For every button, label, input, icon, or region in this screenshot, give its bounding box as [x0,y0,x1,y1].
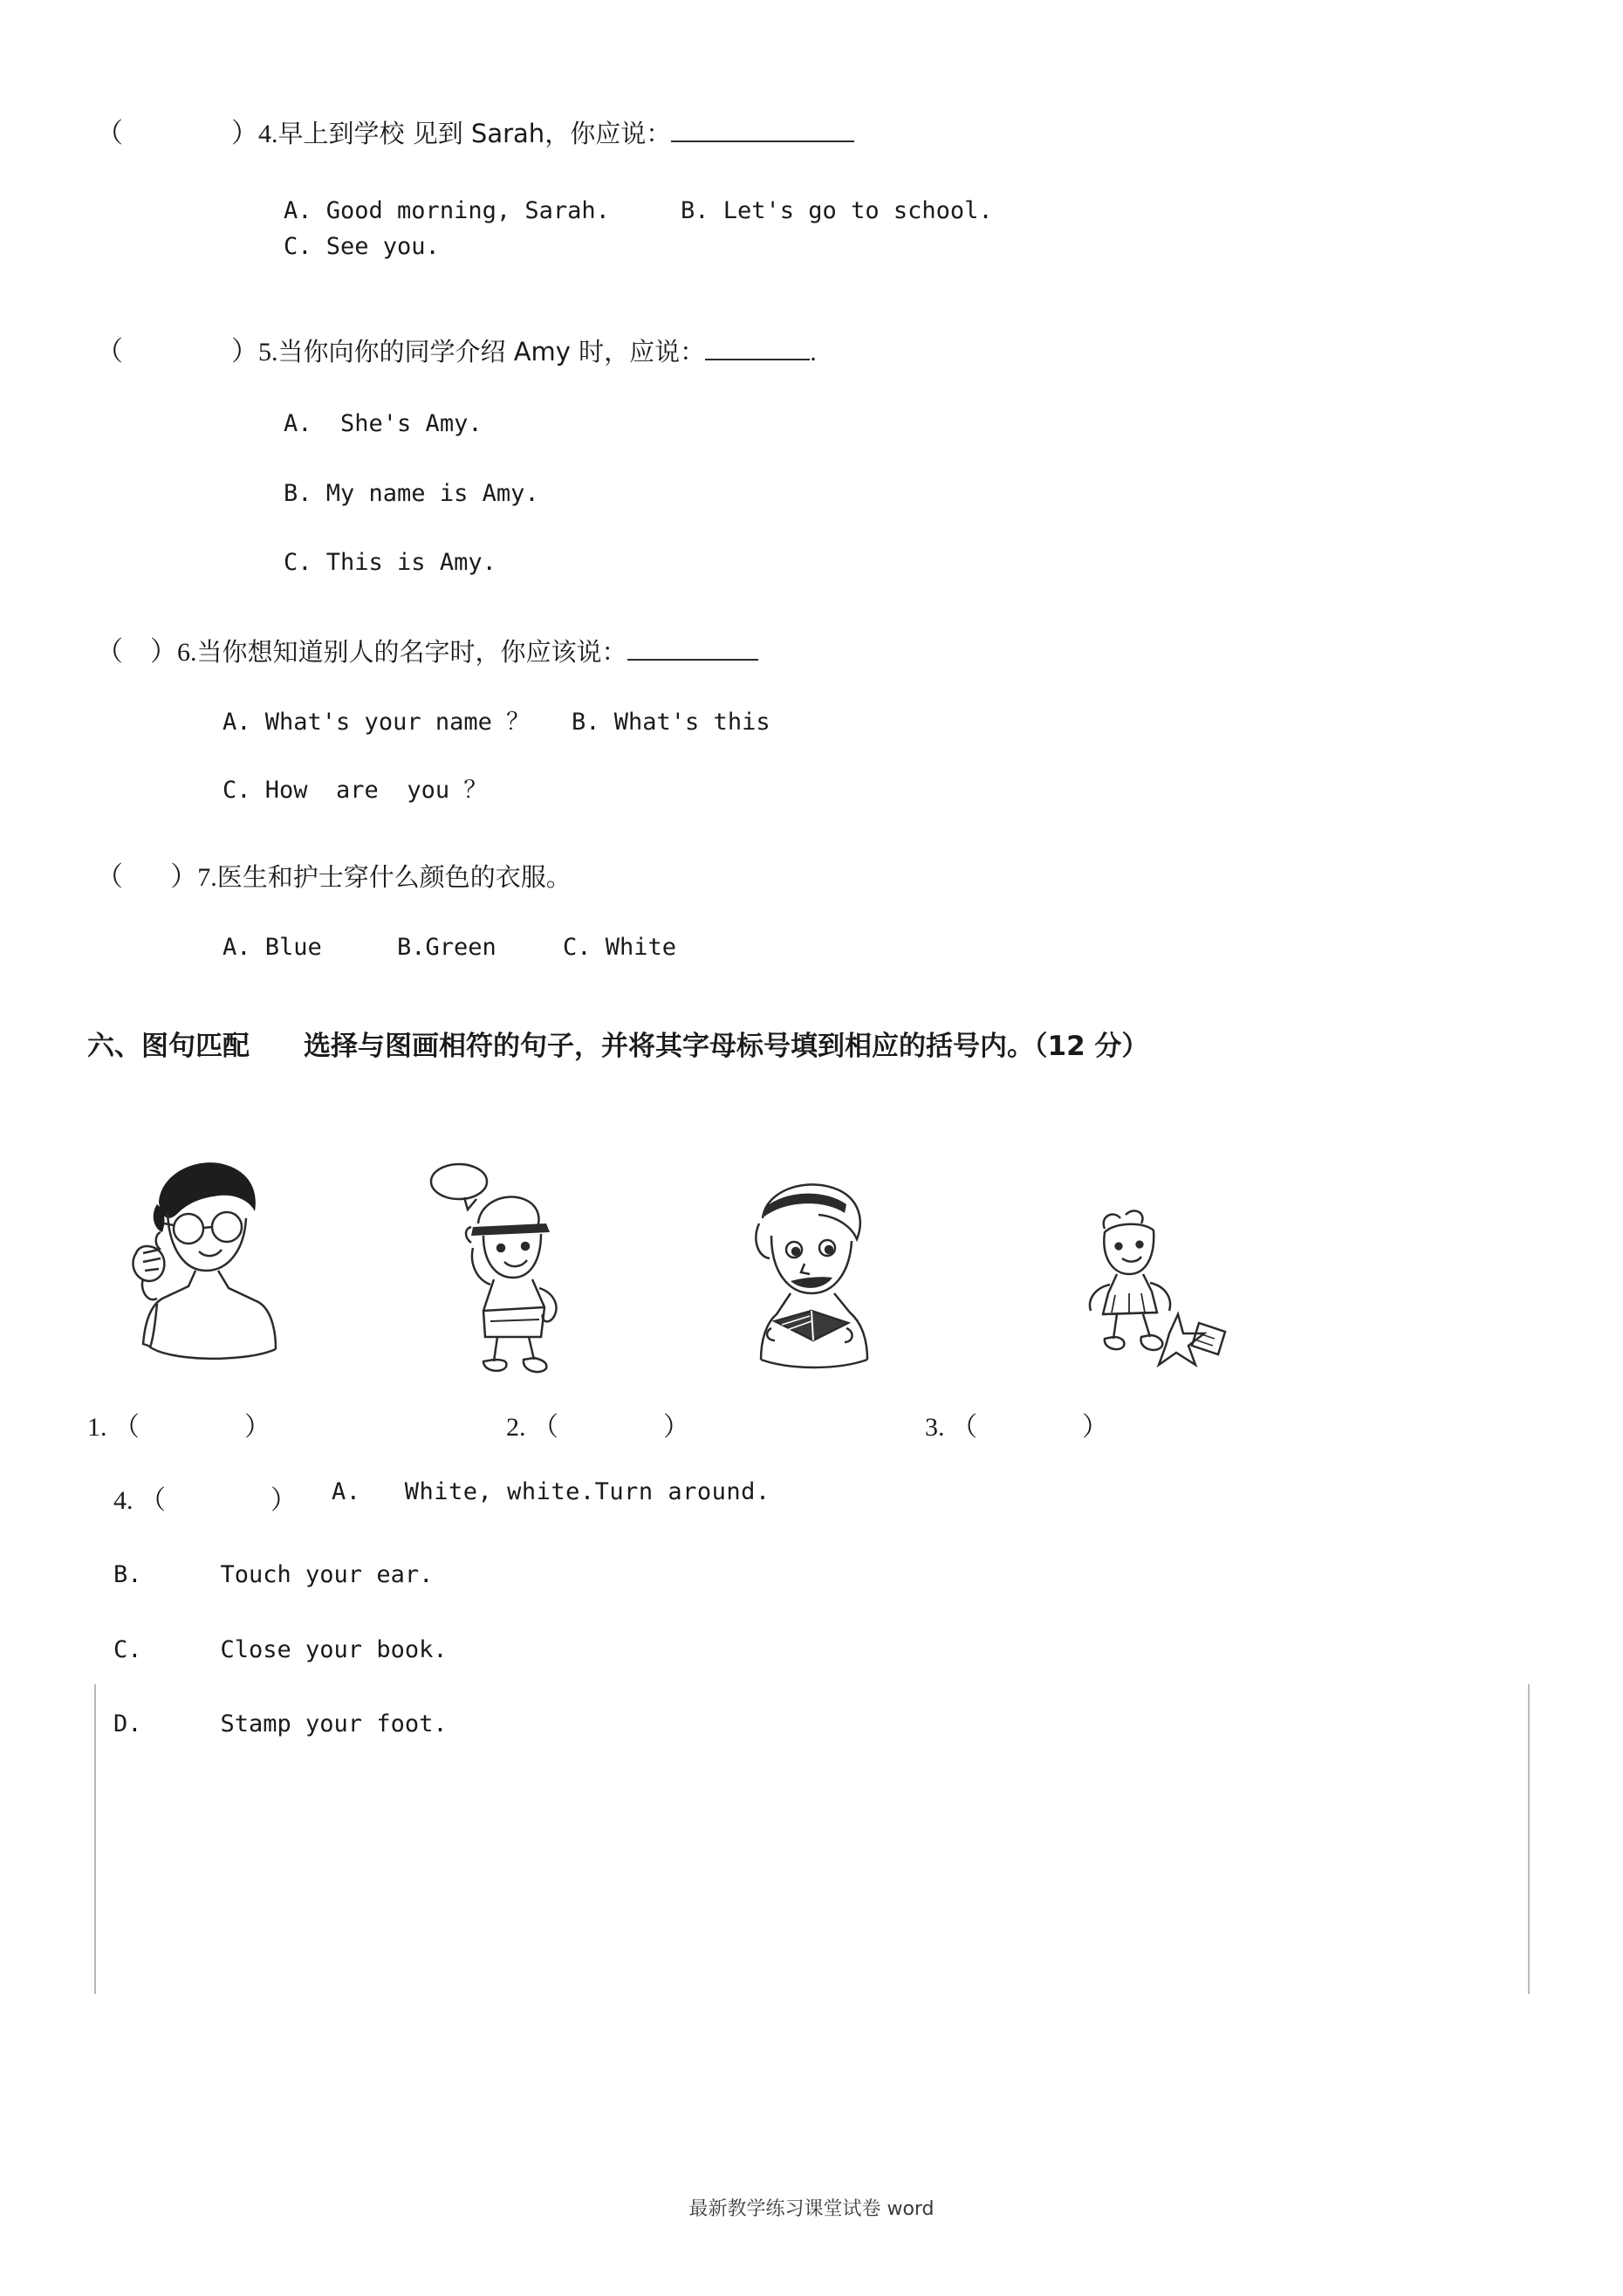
section-six-instruction: 选择与图画相符的句子，并将其字母标号填到相应的括号内。（12 分） [304,1030,1149,1062]
match-choice-b-label: B. [113,1560,142,1588]
question-6-blank[interactable] [627,636,758,661]
question-4-option-b[interactable] [681,193,993,230]
match-choice-d[interactable] [113,1706,1544,1743]
option-b-text: Let's go to school. [709,196,993,224]
match-answer-4-num: 4. [113,1485,134,1515]
picture-2-child-stamping-foot [410,1157,611,1384]
question-4-stem [96,113,1544,154]
match-answer-4-row [113,1478,1544,1517]
question-4-answer-paren[interactable]: （ ） [96,118,258,148]
question-4-text: 早上到学校 见到 Sarah，你应说： [277,119,672,148]
page-content [87,87,1544,1781]
option-b-text: What's this [599,708,770,736]
match-choice-a[interactable] [332,1478,770,1517]
question-5-number: 5. [258,338,278,367]
match-answer-3-num: 3. [925,1412,945,1442]
match-answer-row [87,1405,1544,1443]
match-choice-c-text: Close your book. [192,1635,448,1663]
match-choice-a-label: A. [332,1477,361,1505]
option-a-label: A. [284,409,312,437]
option-a-label: A. [223,933,251,961]
option-b-label: B. [681,196,709,224]
option-a-text: She's Amy. [312,409,483,437]
option-a-text: Blue [250,933,322,961]
match-choice-d-label: D. [113,1710,142,1738]
option-row [284,229,1544,265]
match-answer-3[interactable] [925,1405,1344,1443]
match-choice-list [113,1557,1544,1744]
question-6-stem [96,632,1544,673]
question-7-option-b[interactable] [397,929,563,966]
question-5-stem [96,332,1544,373]
match-choice-a-text: White, white.Turn around. [360,1477,770,1505]
match-answer-1[interactable] [87,1405,506,1443]
match-choice-c-label: C. [113,1635,142,1663]
match-answer-4[interactable] [113,1478,297,1517]
picture-4-girl-stamping-on-star [1038,1183,1239,1384]
option-c-text: See you. [312,233,440,261]
match-answer-2-paren[interactable]: （ ） [532,1412,689,1442]
match-choice-b[interactable] [113,1557,1544,1593]
option-c-text: White [591,933,677,961]
option-row [223,704,1544,741]
option-c-label: C. [223,776,251,804]
option-c-label: C. [563,933,592,961]
question-6-number: 6. [177,638,197,668]
option-a-label: A. [223,708,251,736]
option-b-text: My name is Amy. [312,479,539,507]
option-c-text: This is Amy. [312,549,496,577]
question-5-option-b[interactable] [284,476,539,512]
option-row [223,929,1544,966]
option-row [284,476,1544,512]
match-choice-d-text: Stamp your foot. [192,1710,448,1738]
question-7-options [223,929,1544,966]
option-a-label: A. [284,196,312,224]
match-choice-b-text: Touch your ear. [192,1560,434,1588]
match-answer-2[interactable] [506,1405,925,1443]
picture-1-girl-touching-ear [105,1148,323,1384]
question-4-number: 4. [258,120,278,148]
question-6-option-b[interactable] [572,704,770,741]
picture-strip [96,1131,1544,1384]
question-6-text: 当你想知道别人的名字时，你应该说： [196,637,627,668]
page-footer: 最新教学练习课堂试卷 word [688,2198,935,2220]
question-5-options [284,406,1544,582]
question-7-number: 7. [197,863,217,893]
option-b-label: B. [284,479,312,507]
question-6-options [223,704,1544,809]
question-4-option-a[interactable] [284,193,681,230]
match-answer-1-num: 1. [87,1412,107,1442]
question-7-stem [96,857,1544,898]
question-7-text: 医生和护士穿什么颜色的衣服。 [216,862,572,893]
question-7-option-a[interactable] [223,929,397,966]
option-row [284,545,1544,581]
question-5-option-c[interactable] [284,545,496,581]
option-b-label: B. [397,933,426,961]
question-7-option-c[interactable] [563,929,676,966]
option-a-text: Good morning, Sarah. [312,196,610,224]
option-c-label: C. [284,233,312,261]
match-answer-3-paren[interactable]: （ ） [951,1412,1108,1442]
question-6-answer-paren[interactable]: （ ） [96,636,177,668]
section-six-heading [87,1024,1544,1063]
question-4-options [284,193,1544,266]
match-choice-c[interactable] [113,1632,1544,1669]
option-b-text: Green [425,933,496,961]
match-answer-4-paren[interactable]: （ ） [140,1485,297,1515]
match-answer-2-num: 2. [506,1412,526,1442]
question-6-option-c[interactable] [223,772,487,809]
question-5-blank[interactable] [705,336,810,360]
section-six-title: 六、图句匹配 [87,1030,250,1062]
match-answer-1-paren[interactable]: （ ） [113,1412,270,1442]
option-row [223,772,1544,809]
option-a-text: What's your name ？ [250,708,531,736]
question-4-option-c[interactable] [284,229,440,265]
option-c-label: C. [284,549,312,577]
question-5-option-a[interactable] [284,406,483,442]
option-row [284,193,1544,230]
picture-3-boy-with-book [707,1166,907,1384]
question-5-blank-tail: . [810,338,817,367]
question-7-answer-paren[interactable]: （ ） [96,861,198,893]
question-6-option-a[interactable] [223,704,572,741]
option-row [284,406,1544,442]
option-b-label: B. [572,708,600,736]
option-c-text: How are you ？ [250,776,488,804]
question-4-blank[interactable] [671,116,854,142]
question-5-answer-paren[interactable]: （ ） [96,336,258,367]
question-5-text: 当你向你的同学介绍 Amy 时，应说： [277,337,706,367]
